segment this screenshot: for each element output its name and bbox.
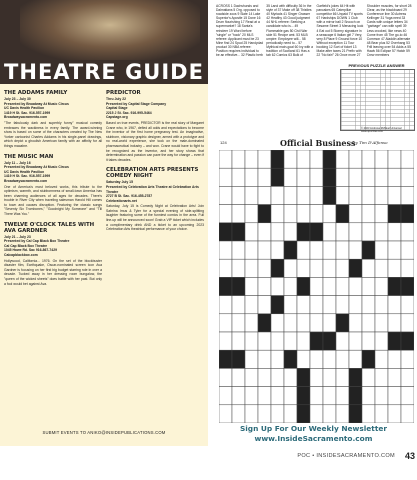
newsletter-signup: [210, 423, 417, 445]
grid-cell: [284, 186, 297, 204]
grid-cell: [284, 277, 297, 295]
listings-column-left: [4, 90, 102, 291]
listing-meta: Capstage.org: [106, 115, 128, 120]
grid-cell: [297, 205, 310, 223]
listing-heading: THE MUSIC MAN: [4, 153, 54, 160]
grid-cell: [245, 186, 258, 204]
grid-block: [349, 387, 362, 405]
listing-description: Hollywood, California... 1976. On the set of the blockbuster disaster film, Earthquake, Oscar-nominated screen icon Ava Gardner is focusing on her first big budget starring role in over a decade. Tucked away in her dressing room bungalow, the "queen of the wicked sheets" does battle with her past. But only a fool would bet against Ava.: [4, 258, 102, 286]
listing-description: One of America's most beloved works, this tribute to the optimism, warmth, and stubbornness of small-town America has been charming audiences of all ages for decades. There's trouble in River City when traveling salesman Harold Hill comes to town and causes disruption. Featuring the classic songs "Seventy Six Trombones," "Goodnight My Someone" and "Till There Was You.": [4, 184, 102, 217]
grid-block: [323, 186, 336, 204]
grid-cell: [258, 150, 271, 168]
grid-cell: [336, 277, 349, 295]
grid-cell: [401, 405, 414, 423]
grid-block: [310, 332, 323, 350]
grid-block: [362, 241, 375, 259]
grid-cell: [310, 186, 323, 204]
grid-cell: [375, 387, 388, 405]
grid-block: [401, 277, 414, 295]
grid-cell: [349, 205, 362, 223]
grid-cell: [310, 314, 323, 332]
grid-cell: [323, 368, 336, 386]
listing-meta: UC Davis Health Pavilion: [4, 106, 45, 111]
crossword-grid-svg: [219, 150, 414, 423]
grid-cell: [232, 387, 245, 405]
grid-cell: [258, 168, 271, 186]
grid-cell: [336, 150, 349, 168]
grid-block: [388, 205, 401, 223]
grid-block: [271, 259, 284, 277]
grid-cell: [232, 332, 245, 350]
listing-meta: Thru July 22: [106, 97, 126, 101]
grid-cell: [336, 405, 349, 423]
grid-cell: [388, 314, 401, 332]
grid-cell: [323, 223, 336, 241]
listing-heading: PREDICTOR: [106, 90, 141, 96]
grid-cell: [245, 314, 258, 332]
grid-block: [388, 332, 401, 350]
listing-meta: July 11 – July 16: [4, 160, 31, 165]
grid-cell: [271, 387, 284, 405]
grid-cell: [375, 368, 388, 386]
grid-cell: [375, 168, 388, 186]
crossword-clues: ACROSS 1 Dachshunds and Dalmatians 5 Org. opposed to roadside zoos 9 Slate 14 Lake Superior's Apostle 15 Done 16 Drum flourishing 17 Read at a supermarket? 18 Santa's reindeer 19 Word before "single" or "hook" 20 MLS referee: Applicant must be 23 Mine find 24 Spud 25 Handydad product 30 NBA referee: Position requires individual to be an effective... 32 Plastic herb 35 Land with difficulty 36 In the style of 37 Make off 38 Thistles 40 Myriads 41 Singer Grasser 42 Healthy 43 Good judgment 44 NHL referee: Seeking a candidate who is... 49 Flammable gas 50 Civil War side 51 Recipe amt. 53 MLB umpire: Employee will... 58 periodically need to... 57 Mythical main-goal 60 Ivy with a tradition of Scotland 61 Has a tab 62 Comics 63 Bulk of Garfield's jokes 64 Hit with pancakes 65 Caterpillar competitor 66 Unpaid TV sports 67 Hardships DOWN 1 Club with a mirror ball 2 Snooch on Sesame Street 3 Menacing look 4 Eat out 5 Stormy signature in a seascape 6 Italian girl 7 Very, very 8 Place 9 Ground force 10 Without exception 11 Tour booking 12 Sort of ticket 13 Make after taxes 21 Prefix with 22 "No fair!" 26 Once more 27 Shoulder muscles, for short 28 Clear, as the blackboard 29 Conference line 30 Actress Kellinger 31 Yoga need 33 Cards with unique letters 34 "garbage" can with spell 39 Less crooked, like news 40 Come from 45 Tire go-to 46 Common 47 Aladdin alternate 48 Bear plus 52 Overhang 53 Frill leaving over 54 Adds a 55 Hawk 56 Eclipse 57 Hatch 59 Crew members: [216, 4, 412, 58]
grid-cell: [336, 259, 349, 277]
grid-cell: [388, 296, 401, 314]
grid-cell: [245, 205, 258, 223]
grid-cell: [245, 150, 258, 168]
grid-cell: [258, 332, 271, 350]
previous-puzzle-grid: [340, 69, 415, 131]
listing-heading: TWELVE O'CLOCK TALES WITH AVA GARDNER: [4, 221, 95, 234]
listing-meta: Presented by Broadway At Music Circus: [4, 165, 69, 170]
grid-cell: [349, 241, 362, 259]
grid-cell: [336, 223, 349, 241]
grid-block: [310, 223, 323, 241]
grid-cell: [297, 314, 310, 332]
grid-block: [388, 277, 401, 295]
listing-meta: 1419 H St. Sac. 916-557-1999: [4, 174, 51, 179]
grid-cell: [271, 368, 284, 386]
grid-block: [323, 168, 336, 186]
grid-cell: [219, 150, 232, 168]
grid-cell: [349, 277, 362, 295]
grid-cell: [310, 150, 323, 168]
grid-cell: [245, 223, 258, 241]
grid-cell: [323, 241, 336, 259]
grid-cell: [310, 241, 323, 259]
grid-cell: [323, 296, 336, 314]
grid-cell: [362, 368, 375, 386]
grid-cell: [362, 332, 375, 350]
grid-cell: [362, 168, 375, 186]
grid-cell: [362, 314, 375, 332]
grid-cell: [232, 368, 245, 386]
grid-cell: [219, 241, 232, 259]
grid-cell: [323, 387, 336, 405]
grid-cell: [349, 296, 362, 314]
grid-cell: [388, 186, 401, 204]
listing-description: Based on true events, PREDICTOR is the real story of Margaret Crane who, in 1967, defied all odds and expectations to become the inventor of the first home pregnancy test. An imaginative, stubborn, visionary graphic designer, armed with a prototype and no real-world experience, she took on the male-dominated pharmaceutical industry – and won. Crane would have to fight to be recognized as the inventor, and her story shows that determination and passion can pave the way for change – even if it takes decades.: [106, 120, 204, 162]
grid-cell: [349, 150, 362, 168]
grid-cell: [297, 186, 310, 204]
grid-cell: [336, 332, 349, 350]
grid-cell: [401, 387, 414, 405]
grid-cell: [401, 368, 414, 386]
grid-cell: [401, 241, 414, 259]
grid-cell: [388, 387, 401, 405]
grid-cell: [258, 223, 271, 241]
grid-cell: [232, 241, 245, 259]
grid-cell: [258, 368, 271, 386]
grid-cell: [336, 296, 349, 314]
grid-cell: [362, 223, 375, 241]
grid-block: [219, 350, 232, 368]
puzzle-copyright: © 2023 Andrews McMeel Universal www.upuzzles.com: [361, 127, 402, 133]
grid-cell: [336, 168, 349, 186]
grid-cell: [362, 405, 375, 423]
grid-cell: [232, 205, 245, 223]
grid-cell: [362, 387, 375, 405]
grid-cell: [245, 405, 258, 423]
grid-cell: [362, 277, 375, 295]
grid-cell: [349, 332, 362, 350]
grid-cell: [245, 350, 258, 368]
grid-cell: [271, 405, 284, 423]
grid-cell: [336, 241, 349, 259]
grid-cell: [219, 296, 232, 314]
grid-cell: [336, 350, 349, 368]
grid-cell: [401, 150, 414, 168]
grid-cell: [323, 277, 336, 295]
grid-cell: [401, 314, 414, 332]
grid-cell: [375, 332, 388, 350]
listing-meta: Presented by Capital Stage Company: [106, 101, 167, 106]
grid-cell: [245, 277, 258, 295]
listing-meta: Presented by Cal Cap Black Box Theatre: [4, 239, 70, 244]
grid-cell: [284, 296, 297, 314]
listing-meta: 2215 J St. Sac. 916-995-5464: [106, 110, 152, 115]
grid-cell: [388, 168, 401, 186]
grid-block: [232, 223, 245, 241]
grid-cell: [375, 296, 388, 314]
grid-block: [271, 150, 284, 168]
grid-cell: [284, 259, 297, 277]
grid-cell: [362, 150, 375, 168]
grid-cell: [284, 150, 297, 168]
grid-cell: [336, 387, 349, 405]
listing-meta: UC Davis Health Pavilion: [4, 169, 45, 174]
grid-block: [349, 259, 362, 277]
submit-events-line: SUBMIT EVENTS TO ANIKO@INSIDEPUBLICATIONS.COM: [42, 430, 166, 435]
grid-cell: [336, 186, 349, 204]
grid-cell: [245, 168, 258, 186]
grid-cell: [271, 314, 284, 332]
grid-cell: [297, 241, 310, 259]
stage-lights: [20, 0, 200, 60]
grid-cell: [219, 168, 232, 186]
signup-heading: Sign Up For Our Weekly Newsletter: [239, 424, 388, 433]
grid-block: [349, 405, 362, 423]
grid-cell: [297, 296, 310, 314]
listing-heading: CELEBRATION ARTS PRESENTS COMEDY NIGHT: [106, 167, 199, 180]
grid-cell: [388, 223, 401, 241]
grid-cell: [219, 205, 232, 223]
grid-cell: [219, 332, 232, 350]
grid-block: [271, 168, 284, 186]
listing-meta: Saturday July 15: [106, 180, 133, 185]
grid-cell: [323, 405, 336, 423]
grid-block: [297, 277, 310, 295]
grid-cell: [349, 350, 362, 368]
listing-meta: 1045 Howe Rd. Sac 916-867-7429: [4, 248, 57, 253]
listing-meta: Calcapblackbox.com: [4, 253, 38, 258]
grid-block: [219, 277, 232, 295]
grid-cell: [362, 186, 375, 204]
listing-meta: Broadwaysacramento.com: [4, 178, 48, 183]
grid-cell: [232, 296, 245, 314]
grid-cell: [375, 259, 388, 277]
grid-cell: [310, 296, 323, 314]
grid-block: [401, 205, 414, 223]
grid-cell: [232, 186, 245, 204]
grid-cell: [323, 259, 336, 277]
grid-cell: [362, 205, 375, 223]
grid-cell: [271, 223, 284, 241]
grid-block: [297, 368, 310, 386]
grid-cell: [284, 223, 297, 241]
grid-cell: [245, 332, 258, 350]
grid-block: [362, 350, 375, 368]
listing-meta: Cal Cap Black Box Theatre: [4, 243, 48, 248]
grid-cell: [232, 150, 245, 168]
grid-cell: [375, 350, 388, 368]
grid-cell: [375, 241, 388, 259]
grid-cell: [297, 350, 310, 368]
grid-cell: [375, 405, 388, 423]
listing-description: "The fabulously dark and superbly funny" musical comedy embraces the wackiness in every family. The award-winning show is based on some of the characters created by The New Yorker cartoonist Charles Addams in his single-panel drawings, which depict a ghoulish American family with an affinity for all things macabre.: [4, 120, 102, 148]
grid-cell: [310, 205, 323, 223]
grid-cell: [284, 368, 297, 386]
grid-cell: [375, 277, 388, 295]
listing-meta: July 21 – July 23: [4, 234, 31, 239]
listing-meta: 2727 B St. Sac. 916-455-2787: [106, 194, 153, 199]
grid-block: [297, 223, 310, 241]
signup-url[interactable]: www.InsideSacramento.com: [254, 434, 373, 443]
grid-cell: [375, 223, 388, 241]
grid-cell: [219, 314, 232, 332]
grid-cell: [284, 387, 297, 405]
listing-heading: THE ADDAMS FAMILY: [4, 90, 68, 96]
grid-cell: [388, 259, 401, 277]
grid-cell: [310, 387, 323, 405]
grid-cell: [310, 405, 323, 423]
listing-meta: 1419 H St. Sac. 916-557-1999: [4, 110, 51, 115]
grid-cell: [401, 259, 414, 277]
grid-cell: [271, 241, 284, 259]
grid-cell: [245, 368, 258, 386]
crossword-grid: [219, 150, 414, 423]
grid-cell: [297, 259, 310, 277]
grid-cell: [362, 296, 375, 314]
grid-cell: [258, 241, 271, 259]
grid-cell: [310, 368, 323, 386]
hero-image: [0, 0, 208, 84]
grid-cell: [401, 186, 414, 204]
grid-block: [271, 296, 284, 314]
listing-meta: Presented by Broadway At Music Circus: [4, 101, 69, 106]
grid-cell: [362, 259, 375, 277]
grid-cell: [388, 150, 401, 168]
grid-cell: [258, 296, 271, 314]
grid-cell: [219, 387, 232, 405]
puzzle-number: 124: [220, 140, 227, 145]
grid-cell: [323, 350, 336, 368]
previous-puzzle-answer: [340, 63, 413, 131]
grid-block: [323, 150, 336, 168]
grid-cell: [271, 277, 284, 295]
grid-cell: [297, 332, 310, 350]
grid-block: [284, 241, 297, 259]
grid-cell: [271, 205, 284, 223]
grid-cell: [310, 277, 323, 295]
listing-meta: Capital Stage: [106, 106, 128, 111]
grid-cell: [232, 259, 245, 277]
grid-block: [258, 314, 271, 332]
grid-cell: [284, 205, 297, 223]
grid-cell: [232, 405, 245, 423]
listing-meta: Broadwaysacramento.com: [4, 115, 48, 120]
grid-cell: [297, 150, 310, 168]
grid-cell: [245, 387, 258, 405]
grid-cell: [258, 186, 271, 204]
theatre-guide: [0, 0, 208, 446]
grid-block: [284, 350, 297, 368]
grid-cell: [284, 332, 297, 350]
puzzle-title: Official Business: [280, 138, 356, 148]
grid-cell: [349, 168, 362, 186]
grid-cell: [349, 314, 362, 332]
grid-cell: [375, 150, 388, 168]
grid-cell: [245, 259, 258, 277]
listing-meta: Presented by Celebration Arts Theatre at Celebration Arts Theatre: [106, 184, 199, 194]
puzzle-header: [220, 138, 414, 148]
grid-cell: [388, 241, 401, 259]
grid-cell: [401, 296, 414, 314]
grid-cell: [388, 368, 401, 386]
grid-cell: [401, 223, 414, 241]
grid-cell: [271, 332, 284, 350]
listings-column-right: [106, 90, 204, 237]
grid-cell: [375, 314, 388, 332]
footer-publication: POC • INSIDESACRAMENTO.COM: [297, 453, 395, 459]
grid-block: [336, 314, 349, 332]
listing-meta: July 23 – July 30: [4, 97, 31, 101]
grid-block: [219, 223, 232, 241]
grid-cell: [310, 168, 323, 186]
grid-cell: [232, 168, 245, 186]
listing-meta: Celebrationarts.net: [106, 198, 137, 203]
grid-block: [401, 332, 414, 350]
grid-cell: [349, 223, 362, 241]
grid-cell: [219, 186, 232, 204]
grid-cell: [232, 314, 245, 332]
grid-cell: [310, 350, 323, 368]
grid-cell: [284, 314, 297, 332]
grid-block: [232, 277, 245, 295]
grid-cell: [245, 241, 258, 259]
grid-cell: [401, 168, 414, 186]
grid-block: [258, 205, 271, 223]
grid-cell: [271, 186, 284, 204]
grid-block: [336, 205, 349, 223]
grid-cell: [219, 405, 232, 423]
grid-cell: [323, 205, 336, 223]
grid-cell: [375, 205, 388, 223]
theatre-guide-title: THEATRE GUIDE: [4, 60, 204, 84]
grid-cell: [219, 368, 232, 386]
grid-cell: [284, 405, 297, 423]
grid-cell: [258, 350, 271, 368]
page-number: 43: [404, 451, 415, 461]
grid-block: [297, 405, 310, 423]
grid-cell: [323, 314, 336, 332]
grid-cell: [388, 405, 401, 423]
grid-cell: [284, 168, 297, 186]
grid-cell: [219, 259, 232, 277]
puzzle-author: by Tim D'Alfonso: [353, 140, 388, 145]
grid-cell: [271, 350, 284, 368]
grid-block: [297, 387, 310, 405]
grid-cell: [245, 296, 258, 314]
grid-cell: [258, 259, 271, 277]
grid-block: [232, 350, 245, 368]
grid-cell: [310, 259, 323, 277]
grid-cell: [388, 350, 401, 368]
grid-cell: [258, 387, 271, 405]
grid-cell: [297, 168, 310, 186]
grid-cell: [336, 368, 349, 386]
grid-cell: [258, 277, 271, 295]
listing-description: Saturday, July 15 is Comedy Night at Celebration Arts! Join Sabrina Imus & Tyler for a special evening of side-splitting laughter featuring some of the funniest comics in the area. Full line-up will be announced soon! Grab a VIP ticket which includes a complimentary drink AND a ticket to an upcoming 2023 Celebration Arts theatrical performance of your choice.: [106, 204, 204, 232]
page-footer: [0, 446, 417, 480]
grid-block: [349, 368, 362, 386]
grid-block: [323, 332, 336, 350]
grid-cell: [375, 186, 388, 204]
grid-cell: [349, 186, 362, 204]
grid-cell: [258, 405, 271, 423]
previous-puzzle-title: PREVIOUS PUZZLE ANSWER: [348, 63, 405, 68]
grid-cell: [401, 350, 414, 368]
